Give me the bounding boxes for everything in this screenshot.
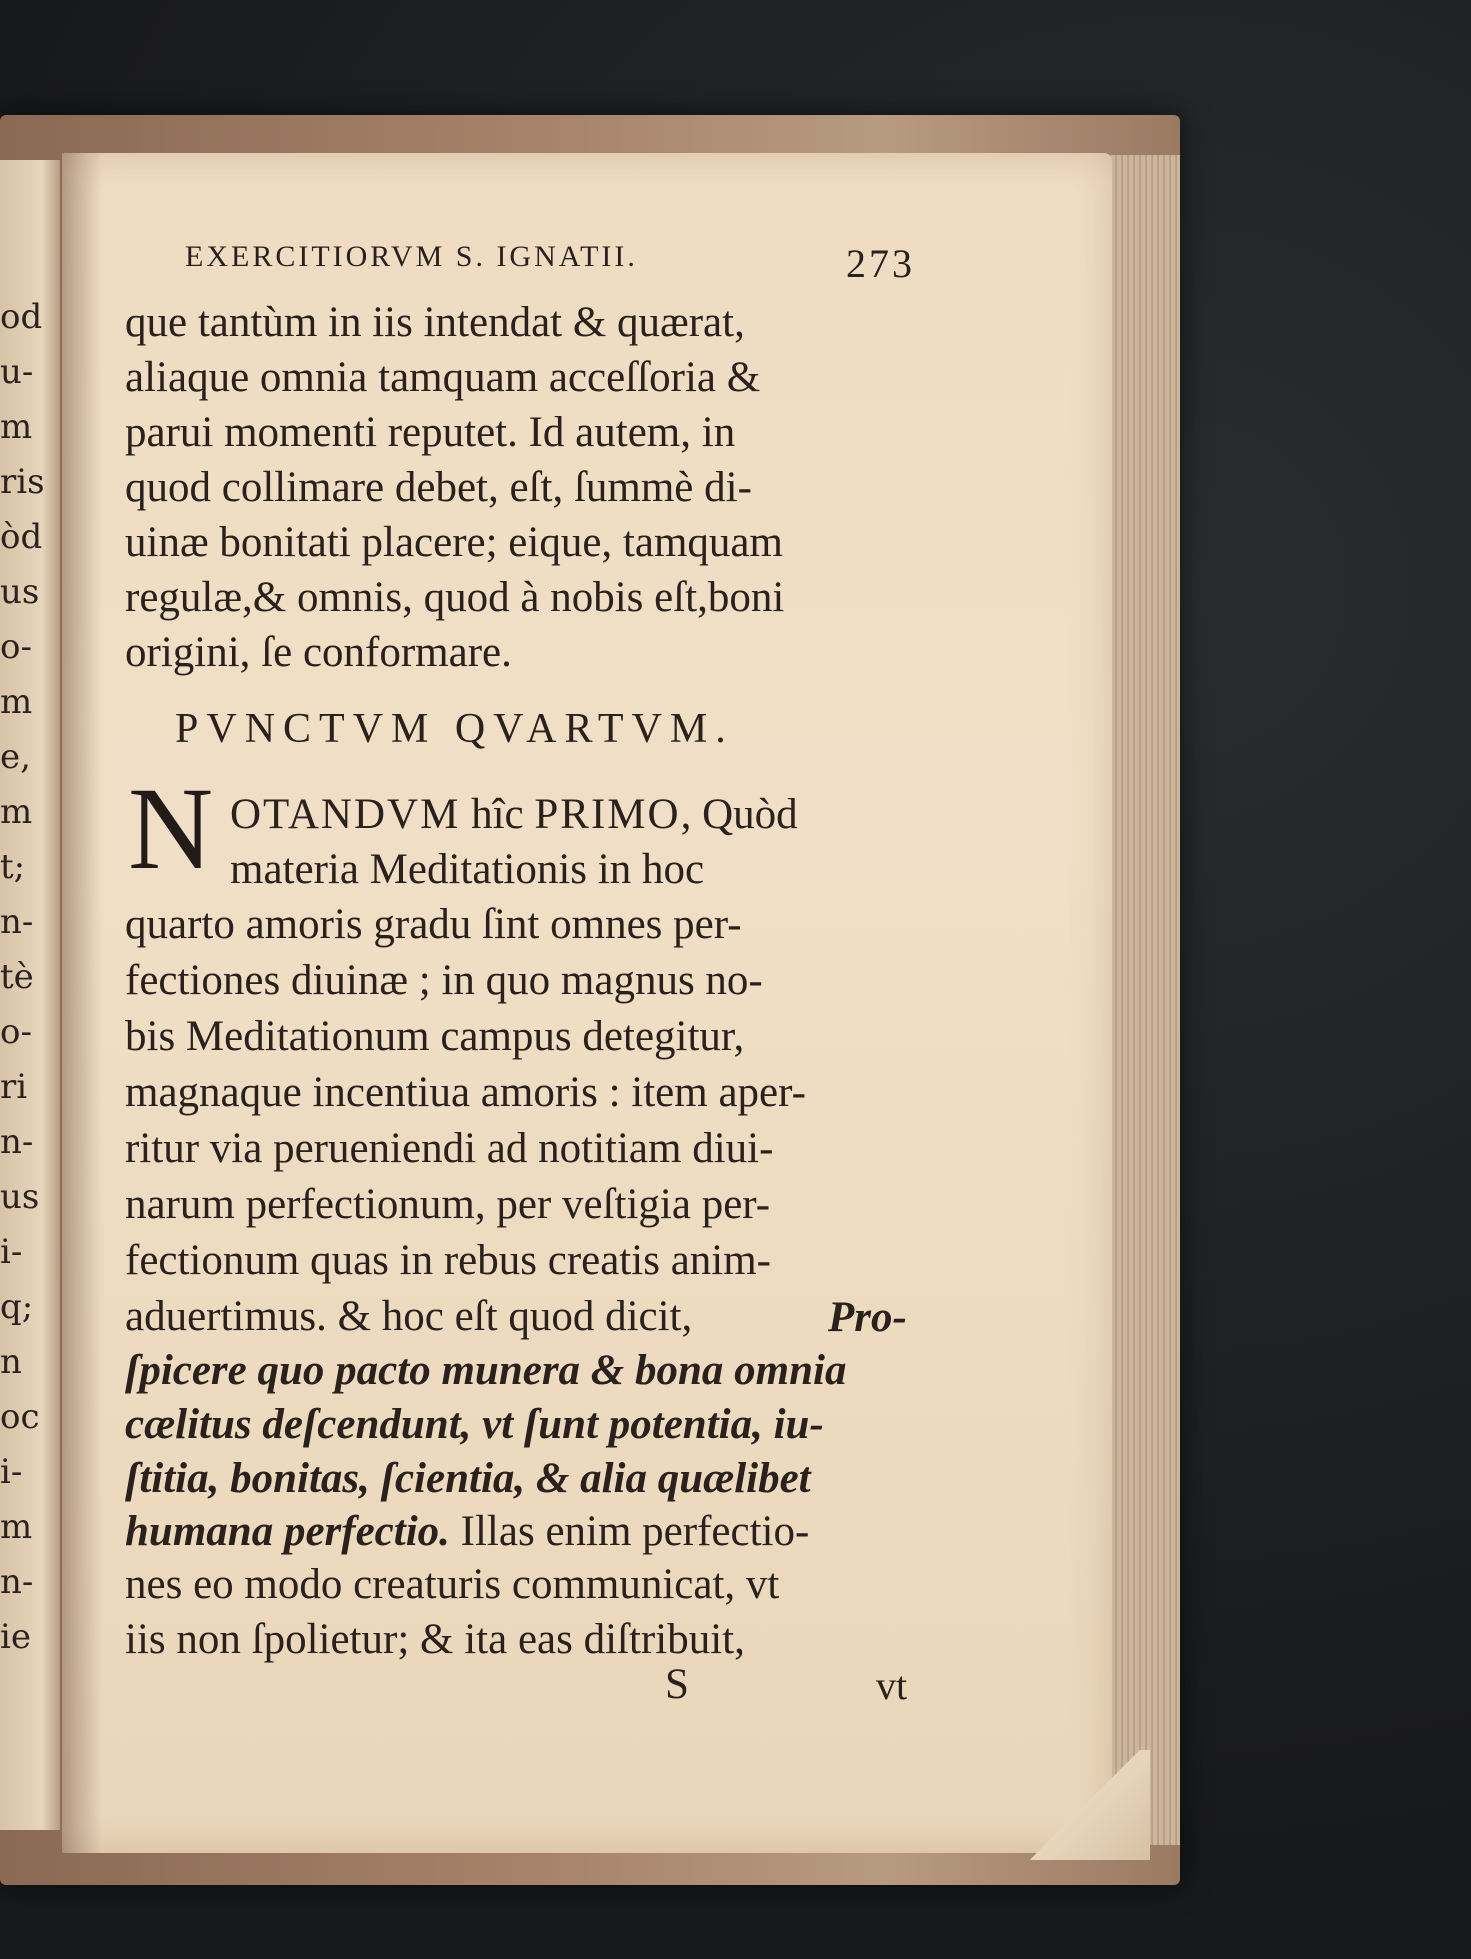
left-page-fragment: us [0, 572, 40, 612]
left-page-fragment: m [0, 682, 33, 722]
second-line: materia Meditationis in hoc [230, 846, 705, 893]
mixed-roman: Illas enim perfectio- [449, 1508, 810, 1555]
text-line: que tantùm in iis intendat & quærat, [125, 299, 745, 346]
page-number: 273 [846, 241, 915, 286]
left-page-fragment: ris [0, 462, 45, 502]
mixed-line [125, 1507, 809, 1556]
mixed-italic: humana perfectio. [125, 1508, 450, 1555]
italic-line: ſtitia, bonitas, ſcientia, & alia quælibet [125, 1455, 811, 1502]
text-line: uinæ bonitati placere; eique, tamquam [125, 519, 783, 566]
left-page-fragment: ri [0, 1067, 28, 1107]
text-line: aliaque omnia tamquam acceſſoria & [125, 354, 761, 401]
signature-mark: S [665, 1661, 689, 1708]
left-page-fragment: n- [0, 1122, 34, 1162]
text-line: nes eo modo creaturis communicat, vt [125, 1561, 780, 1608]
first-line-text-a: hîc [460, 791, 535, 838]
left-page-fragment: od [0, 297, 43, 337]
left-page-fragment: i- [0, 1452, 23, 1492]
left-page-fragment: t; [0, 847, 26, 887]
italic-line: ſpicere quo pacto munera & bona omnia [125, 1347, 847, 1394]
left-page-fragment: i- [0, 1232, 23, 1272]
text-line: parui momenti reputet. Id autem, in [125, 409, 736, 456]
left-page-fragment: q; [0, 1287, 34, 1327]
left-page-fragment: us [0, 1177, 40, 1217]
left-page-fragment: u- [0, 352, 34, 392]
left-page-fragment: m [0, 792, 33, 832]
text-line: bis Meditationum campus detegitur, [125, 1013, 745, 1060]
catchword: vt [876, 1663, 908, 1708]
left-page-fragment: e, [0, 737, 31, 777]
text-line: regulæ,& omnis, quod à nobis eſt,boni [125, 574, 785, 621]
left-page-fragment: tè [0, 957, 34, 997]
left-page-fragment: ie [0, 1617, 31, 1657]
text-line: narum perfectionum, per veſtigia per- [125, 1181, 771, 1228]
text-line: quarto amoris gradu ſint omnes per- [125, 901, 742, 948]
gutter-shadow [62, 153, 102, 1853]
text-line: origini, ſe conformare. [125, 629, 512, 676]
first-line-text-b: , Quòd [680, 791, 798, 838]
running-head [185, 240, 915, 287]
text-line: fectionum quas in rebus creatis anim- [125, 1237, 771, 1284]
primo-word: PRIMO [534, 791, 681, 838]
italic-continuation: Pro- [828, 1294, 907, 1341]
left-page-fragment: oc [0, 1397, 40, 1437]
text-line: magnaque incentiua amoris : item aper- [125, 1069, 806, 1116]
drop-capital: N [128, 763, 214, 894]
text-line: aduertimus. & hoc eſt quod dicit, [125, 1293, 693, 1340]
left-page-fragment: o- [0, 1012, 32, 1052]
left-page-fragment: o- [0, 627, 32, 667]
folded-corner [1020, 1750, 1150, 1860]
text-line: iis non ſpolietur; & ita eas diſtribuit, [125, 1616, 745, 1663]
first-line [230, 790, 798, 839]
first-word: OTANDVM [230, 791, 461, 838]
left-page [0, 160, 60, 1830]
page-edges [1100, 155, 1180, 1845]
text-line: ritur via perueniendi ad notitiam diui- [125, 1125, 774, 1172]
left-page-fragment: m [0, 407, 33, 447]
left-page-fragment: n- [0, 902, 34, 942]
left-page-fragment: òd [0, 517, 43, 557]
left-page-fragment: n [0, 1342, 22, 1382]
text-line: quod collimare debet, eſt, ſummè di- [125, 464, 752, 511]
running-head-title: EXERCITIORVM S. IGNATII. [185, 240, 638, 273]
text-line: fectiones diuinæ ; in quo magnus no- [125, 957, 763, 1004]
italic-line: cælitus deſcendunt, vt ſunt potentia, iu- [125, 1401, 824, 1448]
section-heading: PVNCTVM QVARTVM. [175, 706, 734, 752]
left-page-fragment: n- [0, 1562, 34, 1602]
left-page-fragment: m [0, 1507, 33, 1547]
